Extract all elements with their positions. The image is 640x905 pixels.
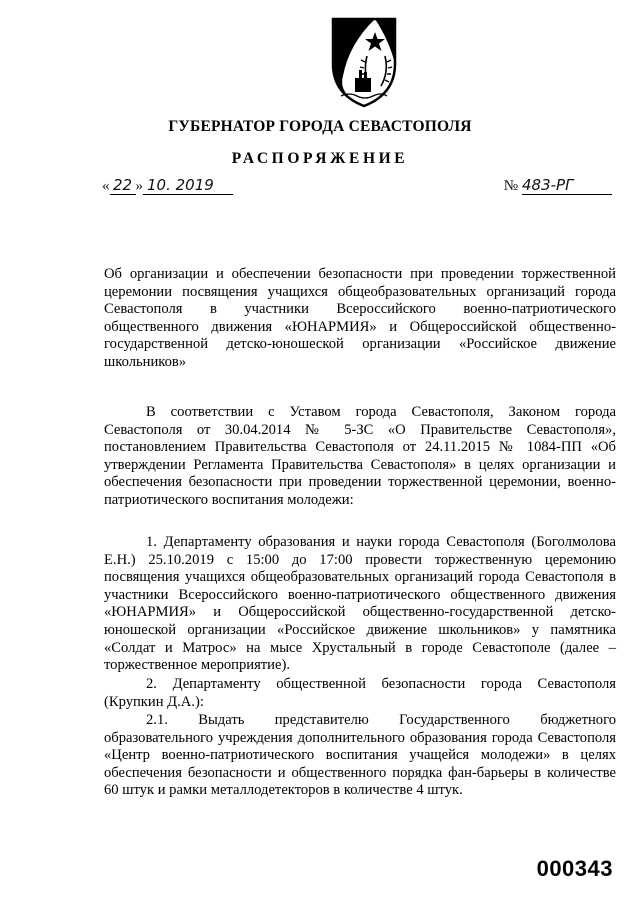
clause-2: 2. Департаменту общественной безопасности города Севастополя (Крупкин Д.А.):: [104, 676, 616, 710]
sevastopol-coat-of-arms-icon: [329, 16, 399, 108]
document-subject: Об организации и обеспечении безопасности при проведении торжественной церемонии посвящения учащихся общеобразовательных организаций города Севастополя в участники Всероссийского военно-патриотического общественного движения «ЮНАРМИЯ» и Общероссийской общественно-государственной детско-юношеской организации «Российское движение школьников»: [104, 266, 616, 370]
number-value: 483-РГ: [522, 176, 612, 195]
preamble-paragraph: В соответствии с Уставом города Севастополя, Законом города Севастополя от 30.04.2014 № 5-ЗС «О Правительстве Севастополя», постановлением Правительства Севастополя от 24.11.2015 № 1084-ПП «Об утверждении Регламента Правительства Севастополя» в целях организации и обеспечения безопасности при проведении торжественной церемонии, военно-патриотического воспитания молодежи:: [104, 404, 616, 508]
document-date: [102, 176, 233, 195]
clause-2-1: 2.1. Выдать представителю Государственного бюджетного образовательного учреждения дополнительного образования города Севастополя «Центр военно-патриотического воспитания учащейся молодежи» в целях обеспечения безопасности и общественного порядка фан-барьеры в количестве 60 штук и рамки металлодетекторов в количестве 4 штук.: [104, 712, 616, 799]
date-month-year: 10. 2019: [143, 176, 233, 195]
date-day: 22: [110, 176, 136, 195]
number-sign: №: [503, 178, 518, 194]
organization-title: ГУБЕРНАТОР ГОРОДА СЕВАСТОПОЛЯ: [168, 118, 472, 135]
document-number: [504, 176, 612, 195]
clause-1: 1. Департаменту образования и науки города Севастополя (Боголмолова Е.Н.) 25.10.2019 с 15:00 до 17:00 провести торжественную церемонию посвящения учащихся общеобразовательных организаций города Севастополя в участники Всероссийского военно-патриотического общественного движения «ЮНАРМИЯ» и Общероссийской общественно-государственной детско-юношеской организации «Российское движение школьников» у памятника «Солдат и Матрос» на мысе Хрустальный в городе Севастополе (далее – торжественное мероприятие).: [104, 534, 616, 674]
date-quote-open: «: [102, 178, 110, 194]
form-serial-number: 000343: [536, 856, 613, 881]
document-type-heading: РАСПОРЯЖЕНИЕ: [231, 150, 409, 167]
date-quote-close: »: [135, 178, 143, 194]
